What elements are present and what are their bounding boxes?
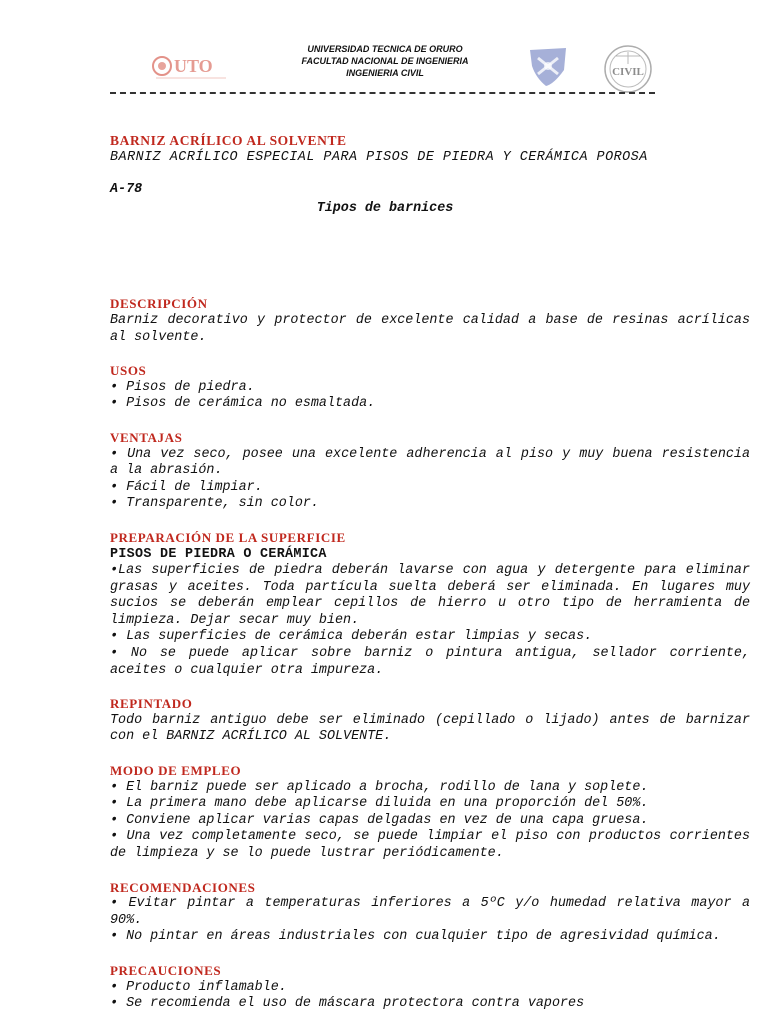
page-header: [0, 0, 768, 100]
section-title: RECOMENDACIONES: [110, 879, 256, 895]
section-title: VENTAJAS: [110, 429, 183, 445]
document-subtitle: BARNIZ ACRÍLICO ESPECIAL PARA PISOS DE PIEDRA Y CERÁMICA POROSA: [110, 149, 648, 165]
list-item: • Transparente, sin color.: [110, 496, 319, 512]
document-body: [110, 133, 750, 1013]
section-repintado: [110, 696, 750, 746]
subsection-title: PISOS DE PIEDRA O CERÁMICA: [110, 546, 327, 562]
list-item: • Pisos de piedra.: [110, 379, 255, 395]
department-name: INGENIERIA CIVIL: [346, 68, 424, 78]
list-item: • Evitar pintar a temperaturas inferiores a 5ºC y/o humedad relativa mayor a 90%.: [110, 896, 750, 928]
section-title: MODO DE EMPLEO: [110, 763, 242, 779]
list-item: •Las superficies de piedra deberán lavarse con agua y detergente para eliminar grasas y aceites. Toda partícula suelta deberá ser eliminada. En lugares muy sucios se deberán emplear cepillos de hierro u otro tipo de herramienta de limpieza. Dejar secar muy bien.: [110, 563, 750, 628]
list-item: • Las superficies de cerámica deberán estar limpias y secas.: [110, 629, 593, 645]
list-item: • No pintar en áreas industriales con cualquier tipo de agresividad química.: [110, 929, 721, 945]
section-descripcion: [110, 296, 750, 346]
list-item: • El barniz puede ser aplicado a brocha, rodillo de lana y soplete.: [110, 779, 649, 795]
product-code: A-78: [110, 182, 143, 198]
university-name: UNIVERSIDAD TECNICA DE ORURO: [307, 44, 463, 54]
paragraph: Todo barniz antiguo debe ser eliminado (cepillado o lijado) antes de barnizar con el BARNIZ ACRÍLICO AL SOLVENTE.: [110, 712, 750, 745]
logo-civil-text: CIVIL: [612, 66, 644, 78]
section-modo-de-empleo: [110, 763, 750, 863]
list-item: • Se recomienda el uso de máscara protectora contra vapores: [110, 996, 585, 1012]
logo-uto-text: UTO: [174, 56, 213, 76]
document-title: BARNIZ ACRÍLICO AL SOLVENTE: [110, 133, 347, 148]
section-title: PRECAUCIONES: [110, 962, 222, 978]
list-item: • Pisos de cerámica no esmaltada.: [110, 396, 376, 412]
faculty-name: FACULTAD NACIONAL DE INGENIERIA: [301, 56, 469, 66]
section-preparacion: [110, 530, 750, 679]
list-item: • Fácil de limpiar.: [110, 479, 263, 495]
list-item: • Una vez completamente seco, se puede limpiar el piso con productos corrientes de limpieza y se lo puede lustrar periódicamente.: [110, 829, 750, 861]
list-item: • Una vez seco, posee una excelente adherencia al piso y muy buena resistencia a la abrasión.: [110, 446, 750, 479]
paragraph: Barniz decorativo y protector de excelente calidad a base de resinas acrílicas al solvente.: [110, 312, 750, 345]
section-title: USOS: [110, 363, 147, 379]
list-item: • La primera mano debe aplicarse diluida en una proporción del 50%.: [110, 796, 649, 812]
section-usos: [110, 363, 750, 413]
section-precauciones: [110, 963, 750, 1013]
header-divider: [110, 92, 655, 94]
section-recomendaciones: [110, 880, 750, 946]
list-item: • Conviene aplicar varias capas delgadas en vez de una capa gruesa.: [110, 812, 649, 828]
list-item: • No se puede aplicar sobre barniz o pintura antigua, sellador corriente, aceites o cualquier otra impureza.: [110, 646, 750, 678]
civil-logo-icon: [598, 44, 658, 94]
institution-header: [250, 43, 520, 79]
section-title: REPINTADO: [110, 696, 193, 712]
section-ventajas: [110, 430, 750, 513]
list-item: • Producto inflamable.: [110, 979, 287, 995]
section-title: PREPARACIÓN DE LA SUPERFICIE: [110, 529, 346, 545]
section-heading-center: Tipos de barnices: [316, 200, 454, 216]
section-title: DESCRIPCIÓN: [110, 296, 208, 312]
uto-logo-icon: [150, 50, 232, 82]
shield-logo-icon: [524, 44, 572, 88]
